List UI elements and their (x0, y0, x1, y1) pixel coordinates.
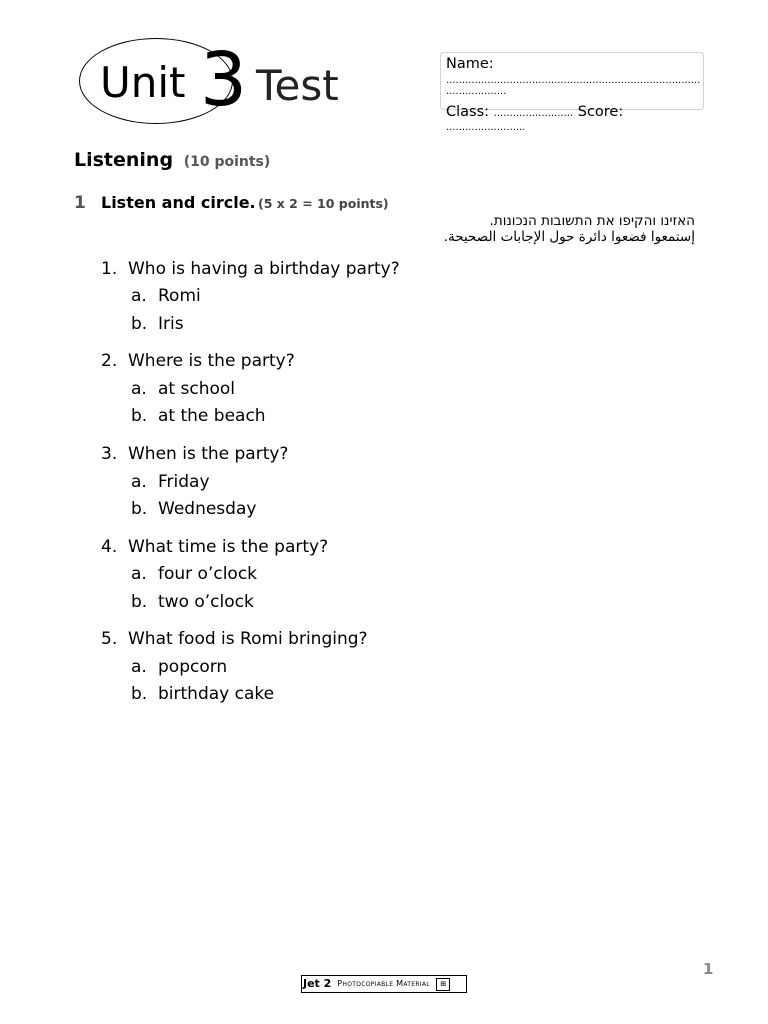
question-number: 4. (101, 537, 118, 557)
option-2b[interactable] (131, 405, 266, 427)
option-letter: a. (131, 657, 147, 677)
question-4 (101, 536, 328, 558)
option-5a[interactable] (131, 656, 227, 678)
option-text: birthday cake (158, 684, 275, 704)
exercise-number: 1 (74, 193, 86, 213)
option-1a[interactable] (131, 285, 201, 307)
class-label: Class: (446, 104, 490, 120)
section-heading (74, 147, 270, 175)
option-letter: a. (131, 286, 147, 306)
score-dots[interactable]: ......................... (446, 122, 526, 133)
footer-copyright-box (301, 975, 467, 993)
unit-number: 3 (200, 37, 248, 123)
option-4b[interactable] (131, 591, 254, 613)
option-3b[interactable] (131, 498, 256, 520)
page-number: 1 (703, 960, 714, 978)
instruction-arabic: إستمعوا فضعوا دائرة حول الإجابات الصحيحة. (443, 229, 695, 245)
footer-brand: Jet 2 (303, 977, 332, 990)
question-text: Where is the party? (128, 351, 295, 371)
option-1b[interactable] (131, 313, 184, 335)
option-letter: b. (131, 314, 148, 334)
title-test: Test (256, 61, 339, 110)
option-3a[interactable] (131, 471, 210, 493)
exercise-title: Listen and circle. (101, 193, 256, 212)
section-title: Listening (74, 149, 174, 171)
name-dots-line[interactable]: ................................................................................ (446, 75, 701, 86)
option-5b[interactable] (131, 683, 274, 705)
question-text: Who is having a birthday party? (128, 259, 400, 279)
option-letter: b. (131, 684, 148, 704)
option-text: four o’clock (158, 564, 258, 584)
option-letter: b. (131, 406, 148, 426)
question-text: What food is Romi bringing? (128, 629, 368, 649)
option-letter: a. (131, 472, 147, 492)
question-text: When is the party? (128, 444, 289, 464)
name-label: Name: (446, 56, 494, 72)
name-dots-line-2[interactable]: ................... (446, 86, 507, 97)
question-number: 3. (101, 444, 118, 464)
question-number: 2. (101, 351, 118, 371)
option-text: Friday (158, 472, 210, 492)
question-number: 1. (101, 259, 118, 279)
option-text: at the beach (158, 406, 266, 426)
option-letter: b. (131, 592, 148, 612)
publisher-logo-icon: ⊞ (436, 978, 450, 991)
question-1 (101, 258, 400, 280)
question-number: 5. (101, 629, 118, 649)
question-5 (101, 628, 368, 650)
exercise-points: (5 x 2 = 10 points) (258, 196, 389, 211)
option-text: popcorn (158, 657, 228, 677)
instruction-hebrew: האזינו והקיפו את התשובות הנכונות. (489, 213, 695, 229)
option-text: Romi (158, 286, 201, 306)
class-dots[interactable]: ......................... (493, 108, 574, 119)
option-4a[interactable] (131, 563, 257, 585)
option-letter: a. (131, 564, 147, 584)
title-unit: Unit (100, 58, 186, 107)
option-text: at school (158, 379, 235, 399)
option-text: Iris (158, 314, 184, 334)
score-label: Score: (577, 104, 624, 120)
option-text: two o’clock (158, 592, 254, 612)
option-text: Wednesday (158, 499, 257, 519)
footer-text: Photocopiable Material (337, 979, 430, 988)
option-letter: b. (131, 499, 148, 519)
question-3 (101, 443, 288, 465)
question-text: What time is the party? (128, 537, 329, 557)
class-score-line (446, 103, 623, 123)
option-letter: a. (131, 379, 147, 399)
question-2 (101, 350, 295, 372)
section-points: (10 points) (183, 154, 271, 170)
option-2a[interactable] (131, 378, 235, 400)
